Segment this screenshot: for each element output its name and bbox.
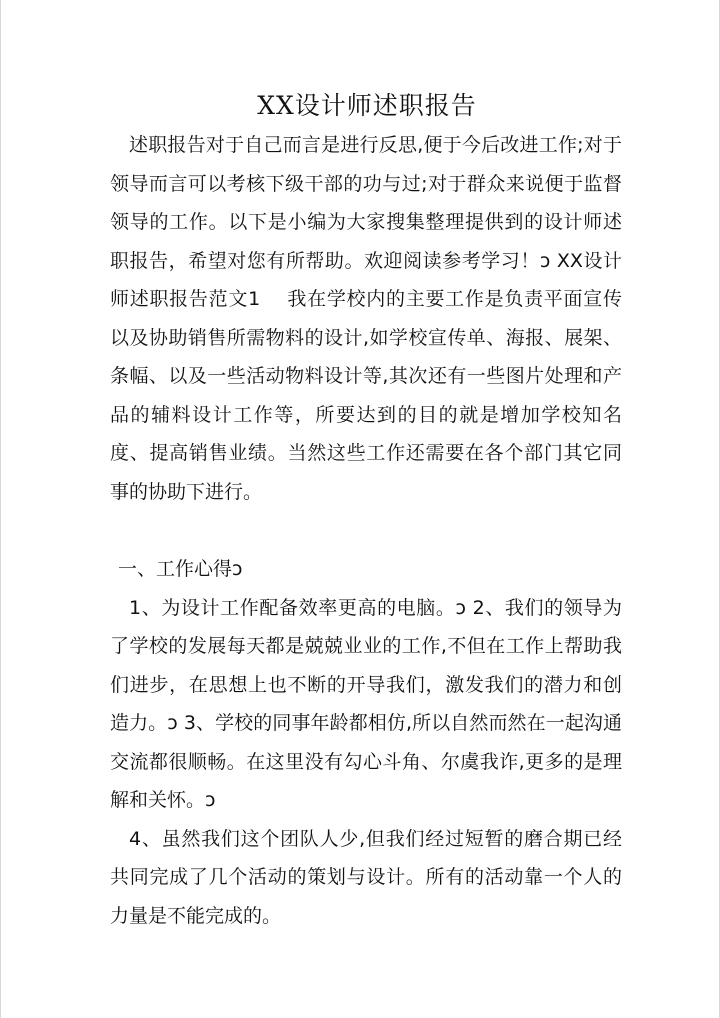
- paragraph-spacer: [110, 511, 622, 550]
- page-left-edge: [0, 0, 1, 1018]
- body-paragraph-2: 4、虽然我们这个团队人少,但我们经过短暂的磨合期已经共同完成了几个活动的策划与设计。所有的活动靠一个人的力量是不能完成的。: [110, 827, 622, 927]
- document-title: XX设计师述职报告: [257, 91, 477, 120]
- body-paragraph-1: 1、为设计工作配备效率更高的电脑。ↄ 2、我们的领导为了学校的发展每天都是兢兢业业的工作,不但在工作上帮助我们进步，在思想上也不断的开导我们，激发我们的潜力和创造力。ↄ 3、学校的同事年龄都相仿,所以自然而然在一起沟通交流都很顺畅。在这里没有勾心斗角、尔虞我诈,更多的是理解和关怀。ↄ: [110, 596, 622, 811]
- intro-paragraph: 述职报告对于自己而言是进行反思,便于今后改进工作;对于领导而言可以考核下级干部的功与过;对于群众来说便于监督领导的工作。以下是小编为大家搜集整理提供到的设计师述职报告，希望对您有所帮助。欢迎阅读参考学习！ↄ XX设计师述职报告范文1 我在学校内的主要工作是负责平面宣传以及协助销售所需物料的设计,如学校宣传单、海报、展架、条幅、以及一些活动物料设计等,其次还有一些图片处理和产品的辅料设计工作等，所要达到的目的就是增加学校知名度、提高销售业绩。当然这些工作还需要在各个部门其它同事的协助下进行。: [110, 134, 622, 503]
- section-heading: 一、工作心得ↄ: [118, 558, 243, 580]
- document-body: [110, 86, 622, 935]
